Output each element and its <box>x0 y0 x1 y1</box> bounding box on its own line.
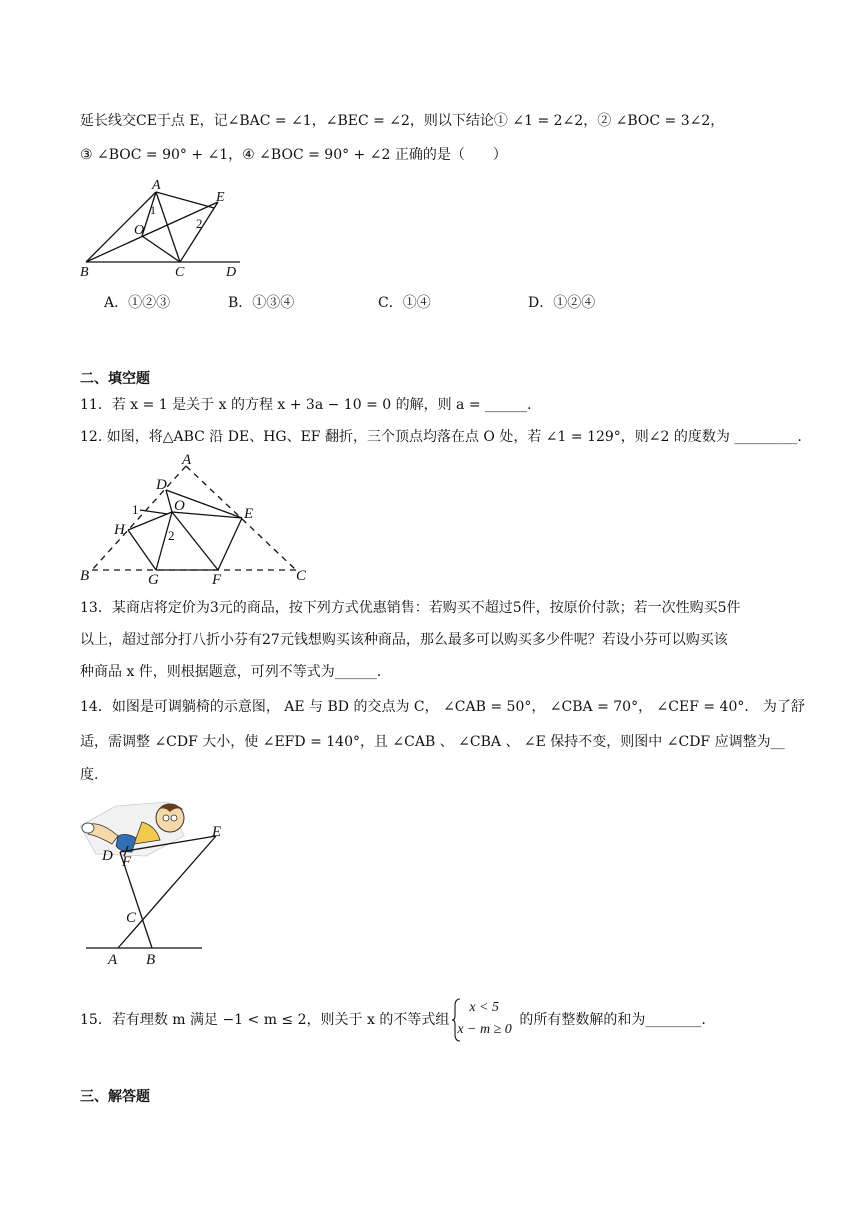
label-B: B <box>80 568 90 584</box>
label-D: D <box>102 848 113 864</box>
q12-text: 12. 如图，将△ABC 沿 DE、HG、EF 翻折，三个顶点均落在点 O 处，若 ∠1 = 129°，则∠2 的度数为 _________. <box>80 429 802 445</box>
q10-line1: 延长线交CE于点 E，记∠BAC = ∠1，∠BEC = ∠2，则以下结论① ∠1 = 2∠2，② ∠BOC = 3∠2， <box>80 113 725 129</box>
label-O: O <box>174 498 185 514</box>
label-F: F <box>122 854 132 870</box>
q11-text: 11．若 x = 1 是关于 x 的方程 x + 3a − 10 = 0 的解，则 a = ______. <box>80 397 532 413</box>
label-A: A <box>182 452 192 468</box>
q15-line <box>80 998 706 1042</box>
label-C: C <box>175 265 185 280</box>
label-2: 2 <box>196 216 203 231</box>
q10-option-b: B．①③④ <box>228 295 295 311</box>
label-B: B <box>80 265 89 280</box>
edge-AB <box>92 466 186 570</box>
label-C: C <box>296 568 307 584</box>
label-O: O <box>134 223 145 238</box>
q14-line1: 14．如图是可调躺椅的示意图， AE 与 BD 的交点为 C， ∠CAB = 50°， ∠CBA = 70°， ∠CEF = 40°． 为了舒 <box>80 699 805 715</box>
label-A: A <box>108 952 118 968</box>
label-E: E <box>212 824 222 840</box>
reclining-person-illustration <box>80 802 184 856</box>
label-1: 1 <box>150 203 156 217</box>
q10-line2: ③ ∠BOC = 90° + ∠1，④ ∠BOC = 90° + ∠2 正确的是（ ） <box>80 147 507 163</box>
label-C: C <box>126 910 137 926</box>
section2-heading: 二、填空题 <box>80 371 150 387</box>
label-G: G <box>148 572 159 586</box>
label-E: E <box>216 190 225 205</box>
system-row-2: x − m ≥ 0 <box>457 1022 512 1037</box>
arrow-1 <box>140 510 168 514</box>
q15-suffix: 的所有整数解的和为________. <box>519 1012 706 1028</box>
seg-DO <box>166 490 172 512</box>
label-D: D <box>226 265 237 280</box>
label-E: E <box>244 506 254 522</box>
section3-heading: 三、解答题 <box>80 1089 150 1105</box>
q13-line1: 13．某商店将定价为3元的商品，按下列方式优惠销售：若购买不超过5件，按原价付款；若一次性购买5件 <box>80 600 741 616</box>
line-OC <box>142 236 180 262</box>
q10-option-d: D．①②④ <box>528 295 596 311</box>
q10-option-c: C．①④ <box>378 295 431 311</box>
label-H: H <box>114 522 125 538</box>
q12-figure <box>76 452 322 586</box>
label-A: A <box>152 178 161 193</box>
line-AC <box>156 192 180 262</box>
q10-figure <box>76 176 256 280</box>
q13-line3: 种商品 x 件，则根据题意，可列不等式为______. <box>80 664 382 680</box>
q14-figure <box>76 796 226 970</box>
q13-line2: 以上，超过部分打八折小芬有27元钱想购买该种商品，那么最多可以购买多少件呢？若设小芬可以购买该 <box>80 632 728 648</box>
inequality-system <box>451 998 517 1042</box>
label-F: F <box>212 572 222 586</box>
seg-OF <box>172 512 218 570</box>
q14-line2: 适，需调整 ∠CDF 大小，使 ∠EFD = 140°，且 ∠CAB 、 ∠CBA 、 ∠E 保持不变，则图中 ∠CDF 应调整为__ <box>80 734 785 750</box>
q10-option-a: A．①②③ <box>104 295 171 311</box>
label-D: D <box>156 477 167 493</box>
q14-line3: 度. <box>80 767 99 783</box>
label-1: 1 <box>132 502 139 517</box>
fold-HG <box>128 530 156 570</box>
fold-EF <box>218 518 242 570</box>
label-2: 2 <box>168 528 175 543</box>
label-B: B <box>146 952 156 968</box>
q15-prefix: 15．若有理数 m 满足 −1 < m ≤ 2，则关于 x 的不等式组 <box>80 1012 450 1028</box>
system-row-1: x < 5 <box>469 1000 499 1015</box>
line-A-ext <box>156 192 214 208</box>
